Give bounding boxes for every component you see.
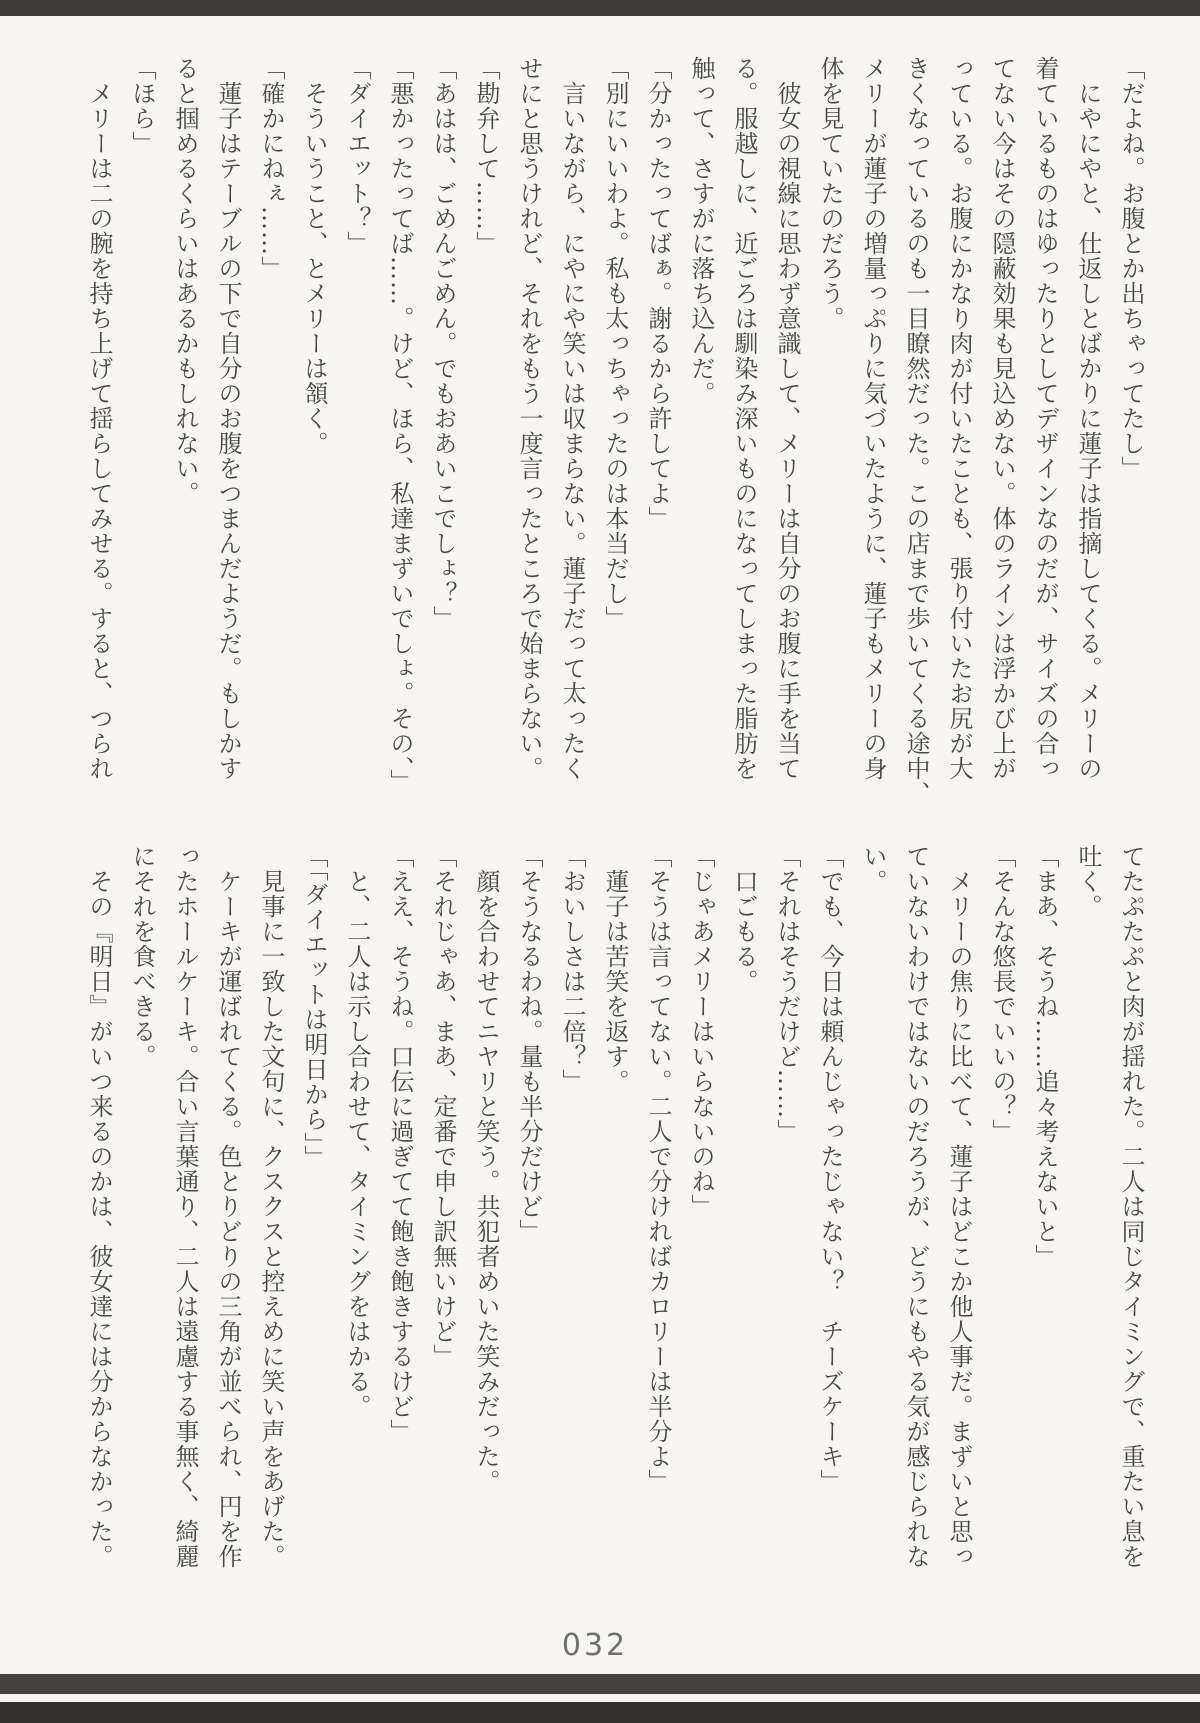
- text-column: っている。お腹にかなり肉が付いたことも、張り付いたお尻が大: [945, 56, 973, 781]
- text-column: メリーの焦りに比べて、蓮子はどこか他人事だ。まずいと思っ: [945, 844, 973, 1569]
- text-column: 「勘弁して……」: [472, 56, 500, 256]
- text-column: 「そうは言ってない。二人で分ければカロリーは半分よ」: [644, 844, 672, 1494]
- text-column: そういうこと、とメリーは頷く。: [300, 56, 328, 456]
- text-column: メリーは二の腕を持ち上げて揺らしてみせる。すると、つられ: [85, 56, 113, 781]
- text-block-upper: [77, 56, 1152, 820]
- text-column: 蓮子は苦笑を返す。: [601, 844, 629, 1094]
- text-column: と、二人は示し合わせて、タイミングをはかる。: [343, 844, 371, 1419]
- text-column: にそれを食べきる。: [128, 844, 156, 1069]
- text-column: ていないわけではないのだろうが、どうにもやる気が感じられな: [902, 844, 930, 1569]
- text-column: 着ているものはゆったりとしてデザインなのだが、サイズの合っ: [1031, 56, 1059, 781]
- text-column: い。: [859, 844, 887, 894]
- text-column: 「そうなるわね。量も半分だけど」: [515, 844, 543, 1244]
- text-column: 「だよね。お腹とか出ちゃってたし」: [1117, 56, 1145, 481]
- text-column: 顔を合わせてニヤリと笑う。共犯者めいた笑みだった。: [472, 844, 500, 1494]
- text-column: ケーキが運ばれてくる。色とりどりの三角が並べられ、円を作: [214, 844, 242, 1569]
- text-column: 「おいしさは二倍？」: [558, 844, 586, 1094]
- text-column: 「「ダイエットは明日から」」: [300, 844, 328, 1170]
- text-block-lower: [77, 844, 1152, 1586]
- text-column: 吐く。: [1074, 844, 1102, 919]
- text-column: 「そんな悠長でいいの？」: [988, 844, 1016, 1144]
- scan-bottom-bar-1: [0, 1674, 1200, 1694]
- text-column: 「それじゃあ、まあ、定番で申し訳無いけど」: [429, 844, 457, 1369]
- text-column: 「別にいいわよ。私も太っちゃったのは本当だし」: [601, 56, 629, 631]
- text-column: 彼女の視線に思わず意識して、メリーは自分のお腹に手を当て: [773, 56, 801, 781]
- text-column: せにと思うけれど、それをもう一度言ったところで始まらない。: [515, 56, 543, 781]
- text-column: 見事に一致した文句に、クスクスと控えめに笑い声をあげた。: [257, 844, 285, 1569]
- text-column: 「ええ、そうね。口伝に過ぎてて飽き飽きするけど」: [386, 844, 414, 1444]
- text-column: 言いながら、にやにや笑いは収まらない。蓮子だって太ったく: [558, 56, 586, 781]
- text-column: 「確かにねぇ……」: [257, 56, 285, 281]
- text-column: ると掴めるくらいはあるかもしれない。: [171, 56, 199, 506]
- scan-bottom-bar-2: [0, 1702, 1200, 1723]
- text-column: てたぷたぷと肉が揺れた。二人は同じタイミングで、重たい息を: [1117, 844, 1145, 1569]
- text-column: 「あはは、ごめんごめん。でもおあいこでしょ？」: [429, 56, 457, 631]
- text-column: その『明日』がいつ来るのかは、彼女達には分からなかった。: [85, 844, 113, 1569]
- text-column: 「ほら」: [128, 56, 156, 156]
- text-column: てない今はその隠蔽効果も見込めない。体のラインは浮かび上が: [988, 56, 1016, 781]
- text-column: メリーが蓮子の増量っぷりに気づいたように、蓮子もメリーの身: [859, 56, 887, 781]
- text-column: 「分かったってばぁ。謝るから許してよ」: [644, 56, 672, 531]
- text-column: ったホールケーキ。合い言葉通り、二人は遠慮する事無く、綺麗: [171, 844, 199, 1569]
- text-column: きくなっているのも一目瞭然だった。この店まで歩いてくる途中、: [902, 56, 930, 806]
- text-column: 「ダイエット？」: [343, 56, 371, 256]
- text-column: 口ごもる。: [730, 844, 758, 994]
- text-column: 触って、さすがに落ち込んだ。: [687, 56, 715, 406]
- text-column: 蓮子はテーブルの下で自分のお腹をつまんだようだ。もしかす: [214, 56, 242, 781]
- text-column: 「じゃあメリーはいらないのね」: [687, 844, 715, 1219]
- text-column: 「まあ、そうね……追々考えないと」: [1031, 844, 1059, 1269]
- text-column: 体を見ていたのだろう。: [816, 56, 844, 331]
- text-column: にやにやと、仕返しとばかりに蓮子は指摘してくる。メリーの: [1074, 56, 1102, 781]
- text-column: る。服越しに、近ごろは馴染み深いものになってしまった脂肪を: [730, 56, 758, 781]
- scan-top-bar: [0, 0, 1200, 16]
- page-number: 032: [561, 1628, 629, 1663]
- text-column: 「それはそうだけど……」: [773, 844, 801, 1144]
- text-column: 「でも、今日は頼んじゃったじゃない？ チーズケーキ」: [816, 844, 844, 1494]
- text-column: 「悪かったってば……。けど、ほら、私達まずいでしょ。その、」: [386, 56, 414, 794]
